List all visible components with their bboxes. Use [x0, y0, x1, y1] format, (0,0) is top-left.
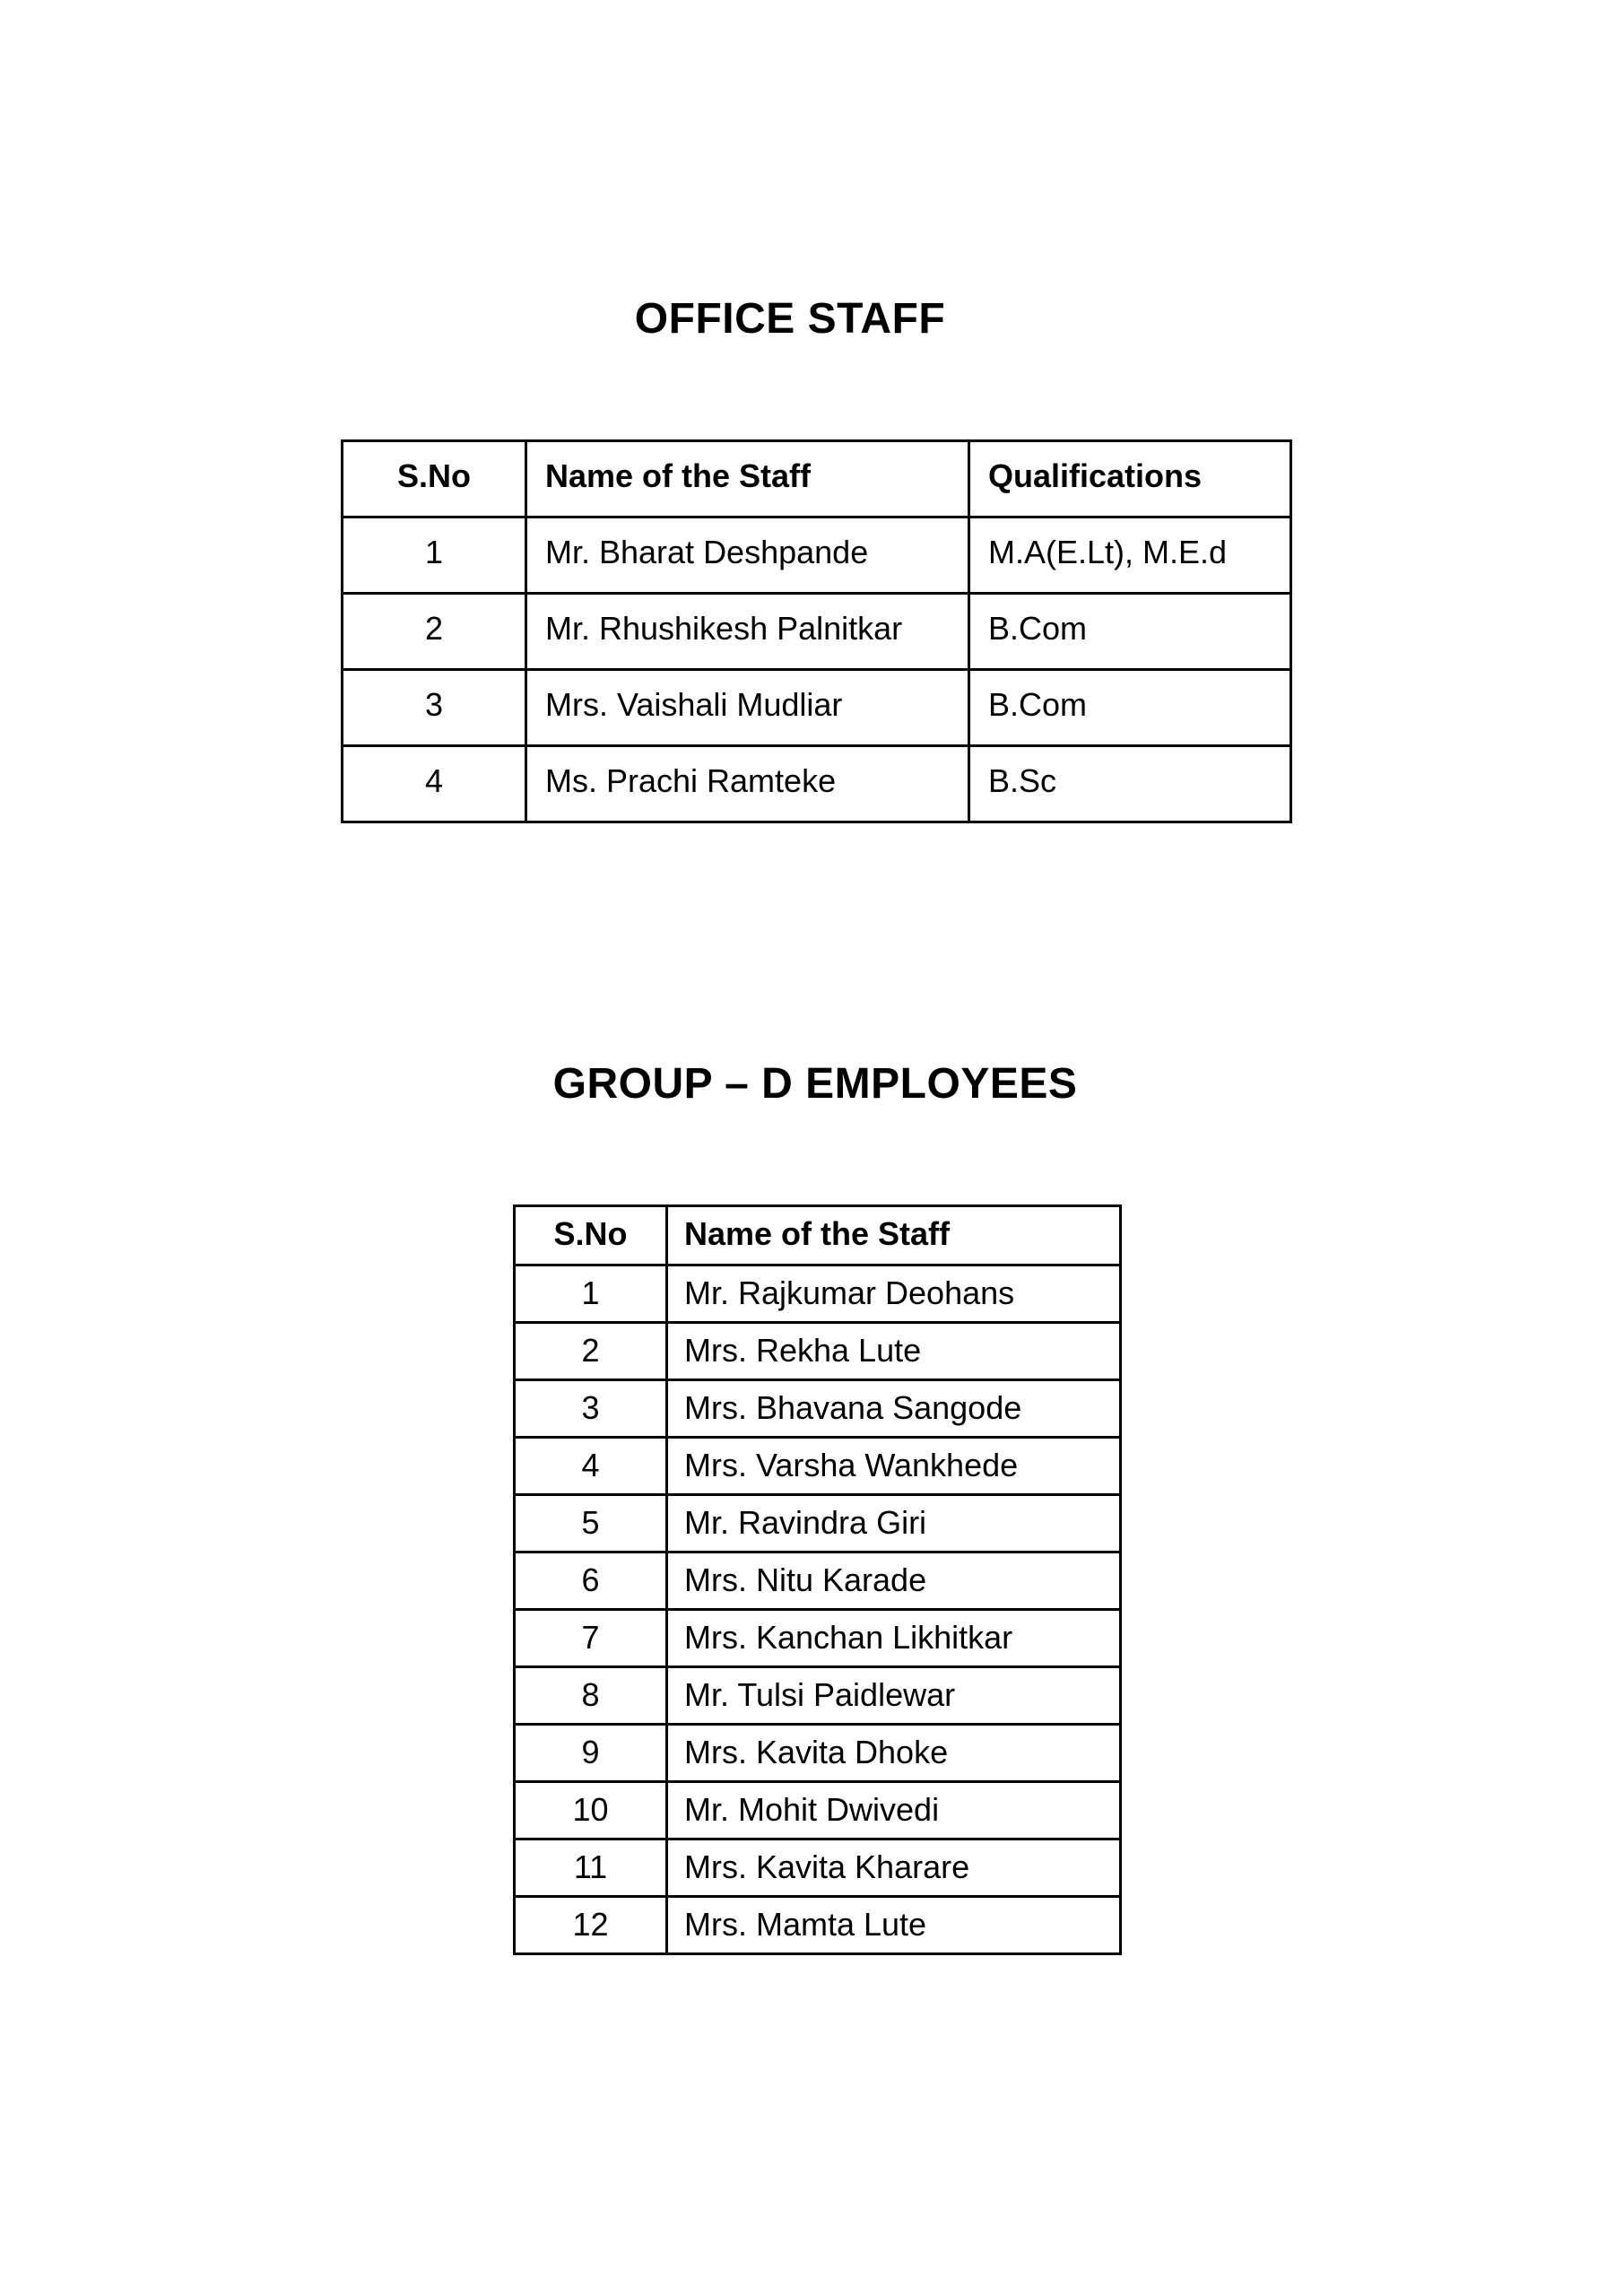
name-cell: Ms. Prachi Ramteke	[526, 746, 969, 822]
table-row	[515, 1265, 1121, 1323]
table-row	[343, 746, 1291, 822]
sno-cell: 6	[515, 1552, 667, 1610]
sno-header: S.No	[515, 1206, 667, 1265]
name-cell: Mr. Rhushikesh Palnitkar	[526, 594, 969, 670]
qualification-cell: B.Com	[969, 594, 1291, 670]
name-cell: Mrs. Varsha Wankhede	[667, 1438, 1121, 1495]
name-cell: Mrs. Vaishali Mudliar	[526, 670, 969, 746]
name-cell: Mr. Mohit Dwivedi	[667, 1782, 1121, 1839]
sno-cell: 1	[515, 1265, 667, 1323]
sno-cell: 11	[515, 1839, 667, 1897]
sno-header: S.No	[343, 441, 526, 517]
sno-cell: 9	[515, 1725, 667, 1782]
qualifications-header: Qualifications	[969, 441, 1291, 517]
sno-cell: 4	[343, 746, 526, 822]
table-row	[515, 1782, 1121, 1839]
qualification-cell: B.Com	[969, 670, 1291, 746]
qualification-cell: B.Sc	[969, 746, 1291, 822]
sno-cell: 5	[515, 1495, 667, 1552]
name-cell: Mr. Tulsi Paidlewar	[667, 1667, 1121, 1725]
table-row	[515, 1897, 1121, 1954]
name-cell: Mrs. Kanchan Likhitkar	[667, 1610, 1121, 1667]
table-row	[343, 594, 1291, 670]
name-cell: Mrs. Rekha Lute	[667, 1323, 1121, 1380]
qualification-cell: M.A(E.Lt), M.E.d	[969, 517, 1291, 594]
table-row	[515, 1725, 1121, 1782]
table-row	[343, 517, 1291, 594]
office-staff-heading: OFFICE STAFF	[634, 295, 946, 343]
sno-cell: 7	[515, 1610, 667, 1667]
sno-cell: 12	[515, 1897, 667, 1954]
table-row	[515, 1323, 1121, 1380]
table-row	[515, 1667, 1121, 1725]
name-cell: Mr. Bharat Deshpande	[526, 517, 969, 594]
table-row	[515, 1438, 1121, 1495]
name-header: Name of the Staff	[667, 1206, 1121, 1265]
name-cell: Mrs. Nitu Karade	[667, 1552, 1121, 1610]
sno-cell: 1	[343, 517, 526, 594]
table-header-row	[343, 441, 1291, 517]
name-cell: Mrs. Kavita Dhoke	[667, 1725, 1121, 1782]
table-row	[515, 1839, 1121, 1897]
sno-cell: 2	[515, 1323, 667, 1380]
name-cell: Mrs. Kavita Kharare	[667, 1839, 1121, 1897]
table-row	[515, 1610, 1121, 1667]
name-cell: Mr. Rajkumar Deohans	[667, 1265, 1121, 1323]
name-cell: Mr. Ravindra Giri	[667, 1495, 1121, 1552]
sno-cell: 10	[515, 1782, 667, 1839]
name-header: Name of the Staff	[526, 441, 969, 517]
office-staff-table	[341, 439, 1292, 823]
table-row	[343, 670, 1291, 746]
group-d-employees-table	[513, 1205, 1122, 1955]
sno-cell: 2	[343, 594, 526, 670]
name-cell: Mrs. Mamta Lute	[667, 1897, 1121, 1954]
sno-cell: 3	[515, 1380, 667, 1438]
table-row	[515, 1380, 1121, 1438]
table-row	[515, 1552, 1121, 1610]
group-d-employees-heading: GROUP – D EMPLOYEES	[552, 1060, 1078, 1108]
table-row	[515, 1495, 1121, 1552]
sno-cell: 8	[515, 1667, 667, 1725]
sno-cell: 3	[343, 670, 526, 746]
sno-cell: 4	[515, 1438, 667, 1495]
name-cell: Mrs. Bhavana Sangode	[667, 1380, 1121, 1438]
table-header-row	[515, 1206, 1121, 1265]
